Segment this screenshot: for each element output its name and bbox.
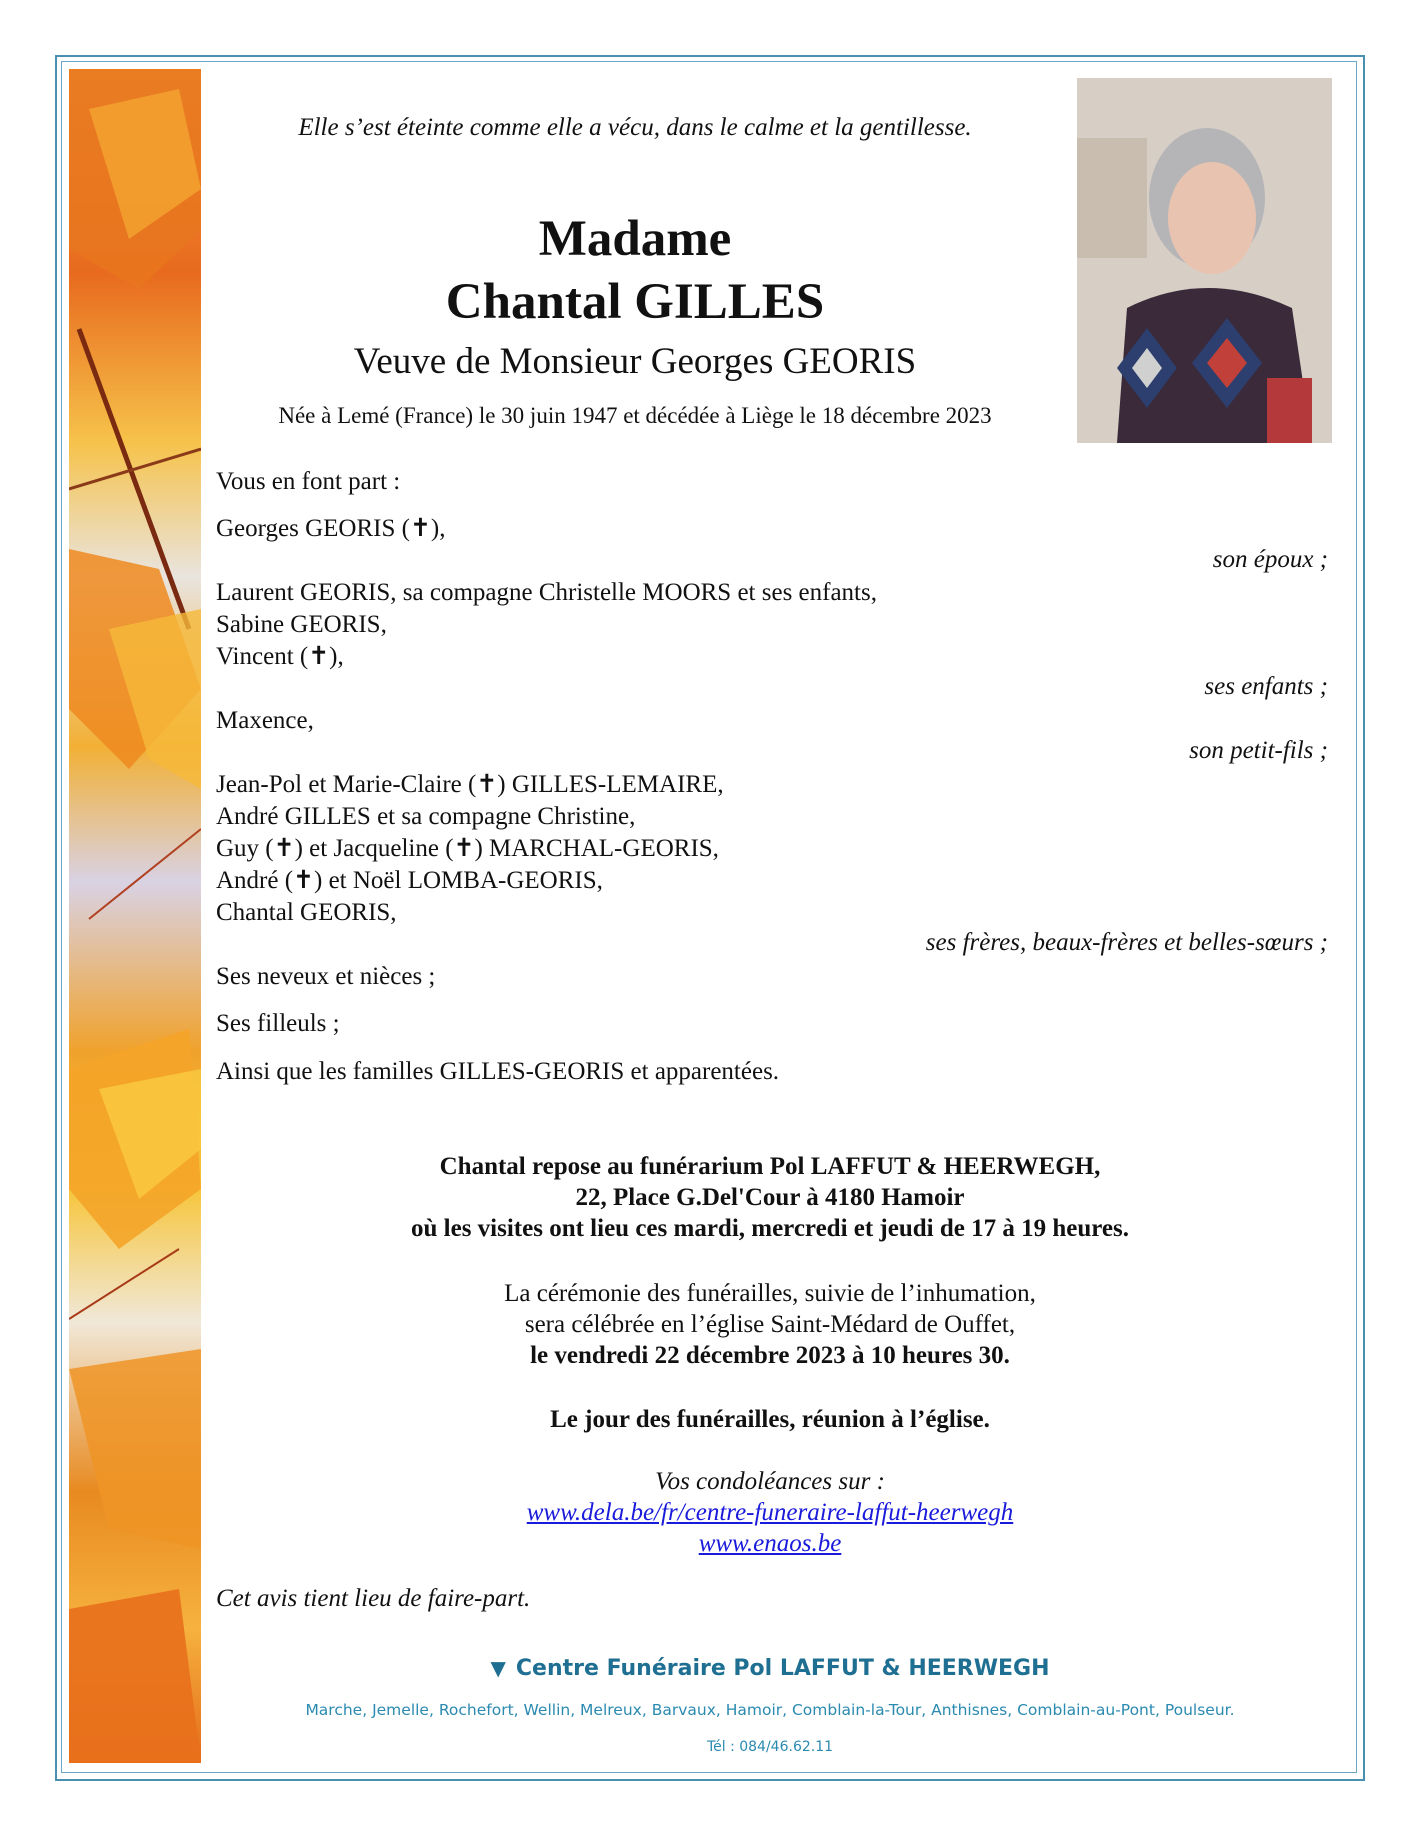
family-line: Ainsi que les familles GILLES-GEORIS et apparentées. (216, 1058, 780, 1085)
visitation-block (295, 1151, 1245, 1244)
deceased-title: Madame (538, 211, 732, 267)
relationship-label: ses frères, beaux-frères et belles-sœurs ; (925, 929, 1328, 956)
visitation-line: 22, Place G.Del'Cour à 4180 Hamoir (575, 1184, 965, 1211)
family-line: Guy (✝) et Jacqueline (✝) MARCHAL-GEORIS, (216, 835, 719, 862)
condolences-link-enaos[interactable]: www.enaos.be (698, 1530, 842, 1557)
visitation-line: Chantal repose au funérarium Pol LAFFUT & HEERWEGH, (439, 1153, 1101, 1180)
funeral-home-name (300, 1656, 1240, 1681)
relationship-label: son petit-fils ; (1189, 737, 1328, 764)
ceremony-date: le vendredi 22 décembre 2023 à 10 heures 30. (530, 1342, 1010, 1369)
funeral-home-phone: Tél : 084/46.62.11 (706, 1739, 834, 1755)
announcement-intro: Vous en font part : (216, 468, 401, 495)
birth-death-line: Née à Lemé (France) le 30 juin 1947 et décédée à Liège le 18 décembre 2023 (278, 403, 992, 428)
family-line: André GILLES et sa compagne Christine, (216, 803, 636, 830)
family-line: Jean-Pol et Marie-Claire (✝) GILLES-LEMAIRE, (216, 771, 724, 798)
visitation-line: où les visites ont lieu ces mardi, mercredi et jeudi de 17 à 19 heures. (411, 1215, 1129, 1242)
triangle-down-icon: ▼ (490, 1656, 506, 1680)
family-line: Sabine GEORIS, (216, 611, 387, 638)
relationship-label: ses enfants ; (1204, 673, 1328, 700)
meeting-note: Le jour des funérailles, réunion à l’église. (550, 1406, 990, 1433)
autumn-leaves-decoration (69, 69, 201, 1763)
family-line: Ses filleuls ; (216, 1010, 340, 1037)
family-line: André (✝) et Noël LOMBA-GEORIS, (216, 867, 603, 894)
notice-line: Cet avis tient lieu de faire-part. (216, 1585, 531, 1612)
deceased-name: Chantal GILLES (445, 274, 825, 330)
family-line: Ses neveux et nièces ; (216, 963, 436, 990)
family-line: Vincent (✝), (216, 643, 344, 670)
funeral-home-cities: Marche, Jemelle, Rochefort, Wellin, Melreux, Barvaux, Hamoir, Comblain-la-Tour, Anthisnes, Comblain-au-Pont, Poulseur. (305, 1701, 1235, 1719)
ceremony-block (295, 1278, 1245, 1371)
portrait-photo (1077, 78, 1332, 443)
family-line: Georges GEORIS (✝), (216, 515, 446, 542)
relationship-label: son époux ; (1212, 546, 1328, 573)
ceremony-line: sera célébrée en l’église Saint-Médard de Ouffet, (524, 1311, 1016, 1338)
epigraph-quote: Elle s’est éteinte comme elle a vécu, dans le calme et la gentillesse. (298, 114, 972, 141)
widow-of-line: Veuve de Monsieur Georges GEORIS (353, 341, 917, 382)
family-line: Maxence, (216, 707, 314, 734)
funeral-home-label: Centre Funéraire Pol LAFFUT & HEERWEGH (515, 1656, 1050, 1681)
condolences-block (295, 1466, 1245, 1559)
family-line: Chantal GEORIS, (216, 899, 397, 926)
condolences-label: Vos condoléances sur : (655, 1468, 885, 1495)
condolences-link-dela[interactable]: www.dela.be/fr/centre-funeraire-laffut-heerwegh (526, 1499, 1014, 1526)
ceremony-line: La cérémonie des funérailles, suivie de l’inhumation, (504, 1280, 1036, 1307)
family-line: Laurent GEORIS, sa compagne Christelle MOORS et ses enfants, (216, 579, 877, 606)
